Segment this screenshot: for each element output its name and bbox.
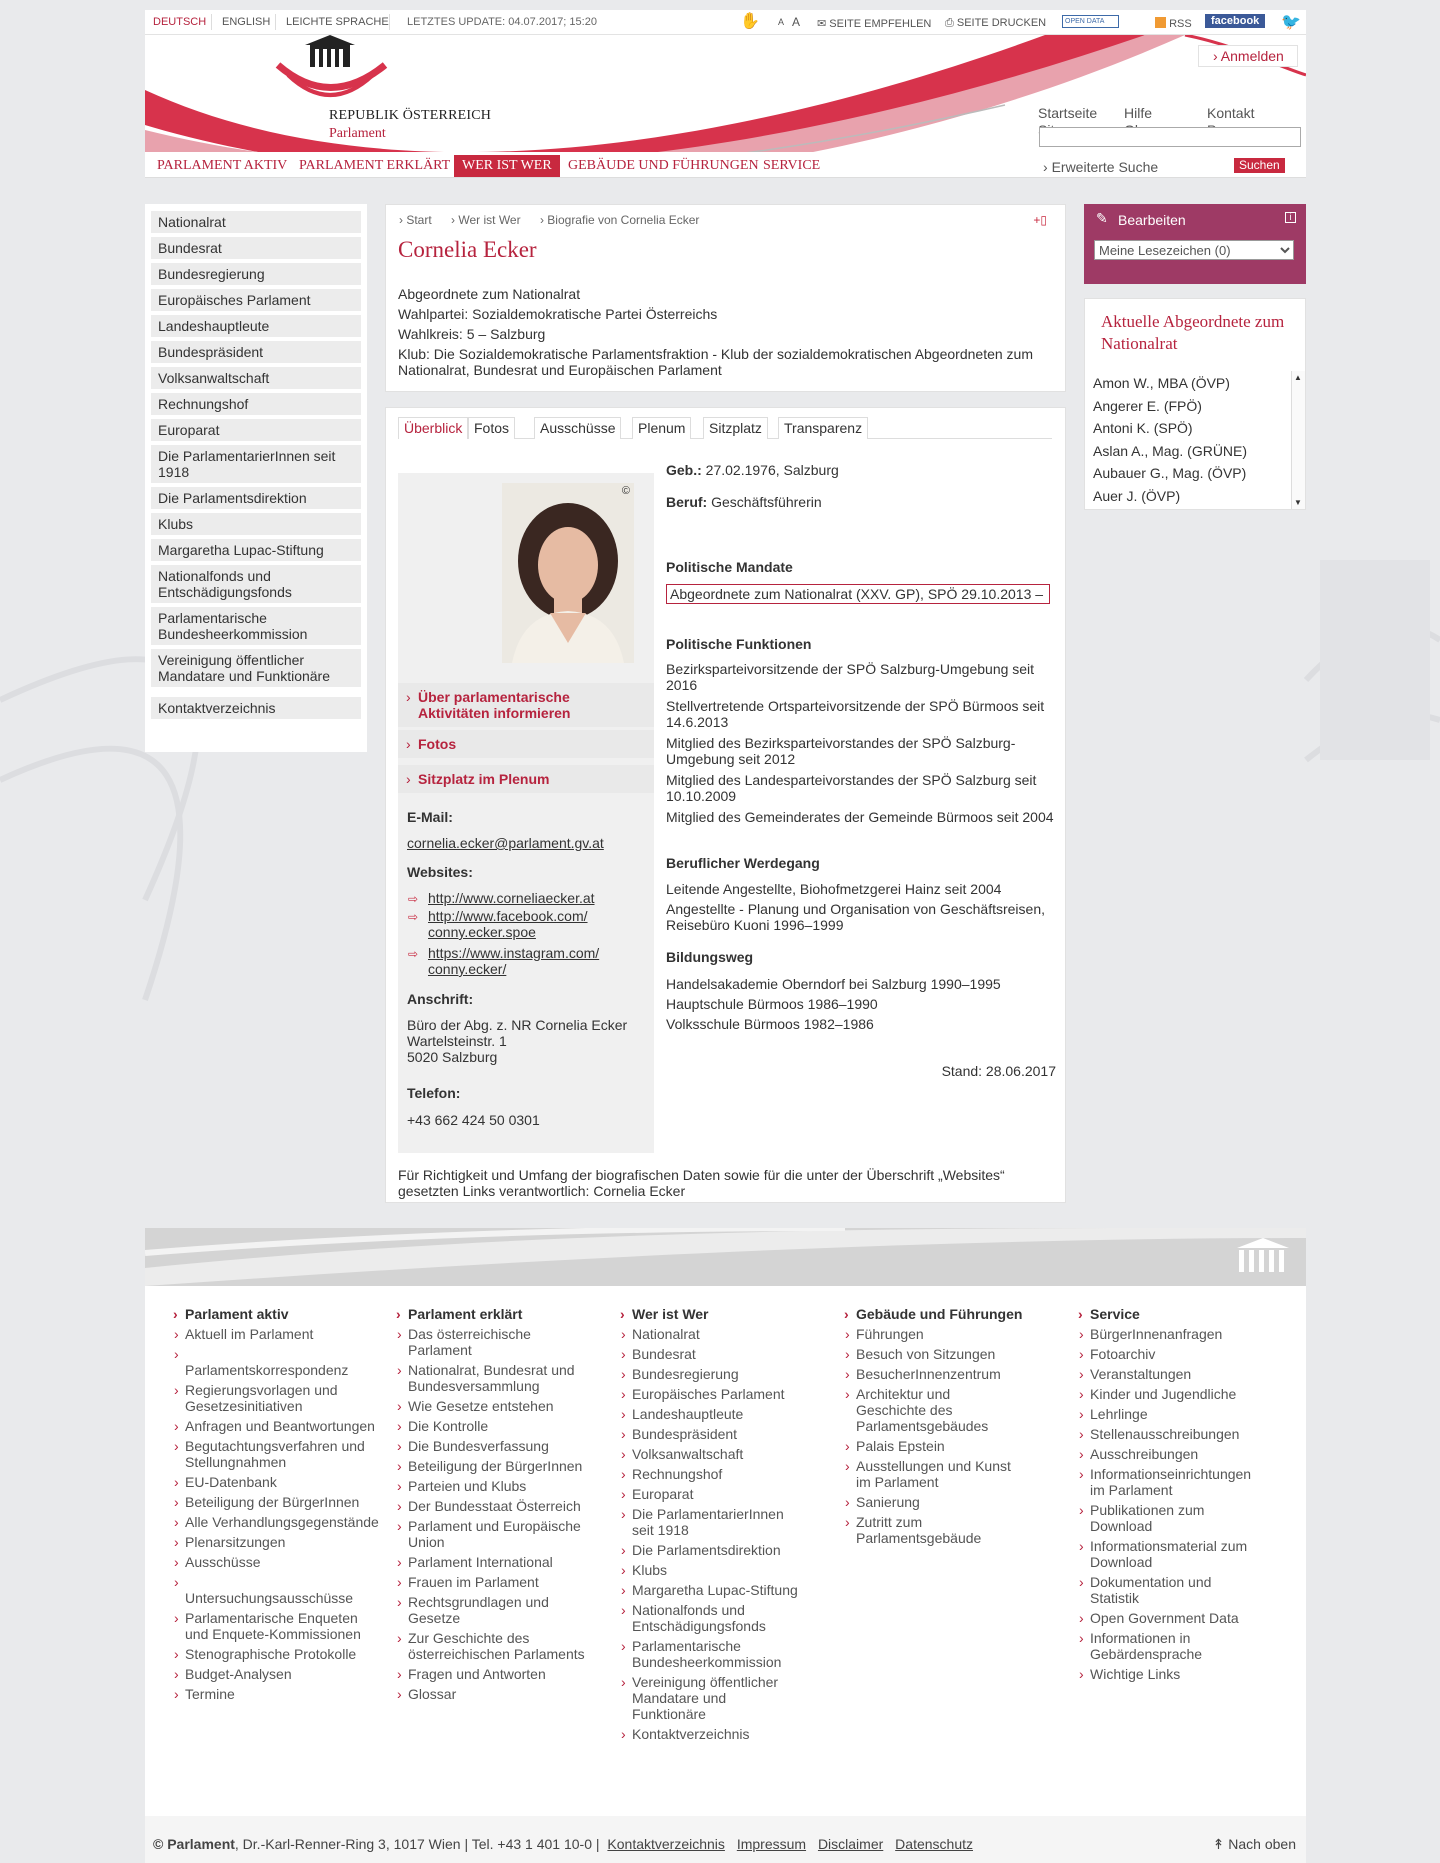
website-link[interactable]: http://www.corneliaecker.at	[428, 890, 595, 906]
chevron-right-icon: ›	[406, 736, 411, 752]
facebook-link[interactable]: facebook	[1205, 14, 1265, 28]
bookmark-add-icon[interactable]: +▯	[1033, 213, 1047, 227]
footer-link[interactable]: › Stellenausschreibungen	[1078, 1426, 1268, 1442]
function-item: Mitglied des Landesparteivorstandes der SPÖ Salzburg seit 10.10.2009	[666, 772, 1037, 804]
phone-number: +43 662 424 50 0301	[407, 1112, 540, 1128]
footer-link[interactable]: › Führungen	[844, 1326, 1034, 1342]
breadcrumb-start[interactable]: › Start	[399, 213, 432, 227]
footer-link[interactable]: › Informationsmaterial zum Download	[1078, 1538, 1248, 1570]
person-district: Wahlkreis: 5 – Salzburg	[398, 326, 546, 342]
education-item: Volksschule Bürmoos 1982–1986	[666, 1016, 874, 1032]
footer-heading[interactable]: › Parlament erklärt	[396, 1306, 586, 1322]
footer-link[interactable]: › Nationalrat, Bundesrat und Bundesversammlung	[396, 1362, 586, 1394]
pencil-icon: ✎	[1096, 210, 1108, 226]
footer-link[interactable]: › Dokumentation und Statistik	[1078, 1574, 1228, 1606]
career-item: Angestellte - Planung und Organisation von Geschäftsreisen, Reisebüro Kuoni 1996–1999	[666, 901, 1046, 933]
footer-link[interactable]: › Nationalfonds und Entschädigungsfonds	[620, 1602, 800, 1634]
footer-link[interactable]: › Wichtige Links	[1078, 1666, 1268, 1682]
footer-heading[interactable]: › Service	[1078, 1306, 1268, 1322]
footer-link[interactable]: › Regierungsvorlagen und Gesetzesinitiativen	[173, 1382, 383, 1414]
footer-link[interactable]: › Bundesregierung	[620, 1366, 800, 1382]
utility-bar	[145, 10, 1306, 35]
sidebar-item[interactable]: Bundespräsident	[151, 341, 361, 363]
footer-link[interactable]: › Rechtsgrundlagen und Gesetze	[396, 1594, 586, 1626]
nav-service[interactable]: SERVICE	[763, 158, 821, 173]
footer-link[interactable]: › Begutachtungsverfahren und Stellungnahmen	[173, 1438, 383, 1470]
footer-link[interactable]: › Ausstellungen und Kunst im Parlament	[844, 1458, 1024, 1490]
edit-panel	[1084, 204, 1306, 284]
footer-link[interactable]: › Parlament International	[396, 1554, 586, 1570]
function-item: Mitglied des Gemeinderates der Gemeinde Bürmoos seit 2004	[666, 809, 1054, 825]
link-fotos[interactable]: › Fotos	[398, 730, 654, 758]
footer-link[interactable]: › BürgerInnenanfragen	[1078, 1326, 1268, 1342]
copyright-icon[interactable]: ©	[621, 485, 630, 497]
website-link[interactable]: https://www.instagram.com/ conny.ecker/	[428, 945, 600, 977]
chevron-right-icon: ›	[406, 689, 411, 705]
footer-col-gebaeude	[844, 1306, 1034, 1550]
sidebar-item[interactable]: Parlamentarische Bundesheerkommission	[151, 607, 361, 645]
footer-link[interactable]: › Parlamentarische Bundesheerkommission	[620, 1638, 800, 1670]
footer-link[interactable]: › Beteiligung der BürgerInnen	[396, 1458, 586, 1474]
footer-link[interactable]: › Frauen im Parlament	[396, 1574, 586, 1590]
print-icon: ⎙	[945, 17, 957, 29]
sidebar-item[interactable]: Bundesregierung	[151, 263, 361, 285]
link-hilfe[interactable]: Hilfe	[1124, 105, 1153, 121]
lang-leichte-sprache[interactable]: LEICHTE SPRACHE	[286, 16, 389, 28]
footer-link[interactable]: › Die Bundesverfassung	[396, 1438, 586, 1454]
edit-title[interactable]: Bearbeiten	[1118, 212, 1186, 228]
footer-link-disclaimer[interactable]: Disclaimer	[817, 1836, 884, 1852]
footer-link[interactable]: › Kontaktverzeichnis	[620, 1726, 800, 1742]
footer-link[interactable]: › Plenarsitzungen	[173, 1534, 383, 1550]
footer-heading[interactable]: › Parlament aktiv	[173, 1306, 383, 1322]
footer-link[interactable]: › Landeshauptleute	[620, 1406, 800, 1422]
login-button[interactable]: › Anmelden	[1198, 45, 1298, 67]
parliament-logo-icon	[278, 35, 385, 95]
footer-address	[153, 1836, 973, 1852]
footer-link[interactable]: › Das österreichische Parlament	[396, 1326, 586, 1358]
footer-link[interactable]: › Veranstaltungen	[1078, 1366, 1268, 1382]
recommend-link[interactable]: ✉ SEITE EMPFEHLEN	[817, 18, 932, 30]
sidebar-item[interactable]: Die ParlamentarierInnen seit 1918	[151, 445, 361, 483]
career-item: Leitende Angestellte, Biohofmetzgerei Hainz seit 2004	[666, 881, 1002, 897]
education-item: Handelsakademie Oberndorf bei Salzburg 1990–1995	[666, 976, 1001, 992]
current-members-title: Aktuelle Abgeordnete zum Nationalrat	[1101, 312, 1285, 353]
footer-link[interactable]: › Bundesrat	[620, 1346, 800, 1362]
mandates-heading: Politische Mandate	[666, 559, 793, 575]
footer-swoosh-graphic	[145, 1228, 1306, 1286]
external-link-icon: ⇨	[408, 910, 419, 924]
footer-link[interactable]: › Alle Verhandlungsgegenstände	[173, 1514, 383, 1530]
footer-copyright: © Parlament	[153, 1836, 235, 1852]
footer-link[interactable]: › Architektur und Geschichte des Parlamentsgebäudes	[844, 1386, 974, 1434]
profile-tabs	[398, 417, 1052, 439]
font-small-button[interactable]: A	[778, 17, 785, 27]
logo-line-parlament: Parlament	[329, 126, 386, 141]
footer-link[interactable]: › Glossar	[396, 1686, 586, 1702]
rss-icon	[1155, 17, 1166, 28]
tab-sitzplatz[interactable]: Sitzplatz	[703, 417, 768, 439]
list-item[interactable]: Antoni K. (SPÖ)	[1093, 420, 1193, 436]
functions-heading: Politische Funktionen	[666, 636, 812, 652]
function-item: Mitglied des Bezirksparteivorstandes der SPÖ Salzburg-Umgebung seit 2012	[666, 735, 1016, 767]
bookmarks-select[interactable]	[1094, 240, 1294, 260]
list-scrollbar[interactable]	[1291, 371, 1305, 509]
footer-link[interactable]: › Termine	[173, 1686, 383, 1702]
current-members-panel	[1084, 298, 1306, 510]
list-item[interactable]: Angerer E. (FPÖ)	[1093, 397, 1202, 414]
list-item[interactable]: Aslan A., Mag. (GRÜNE)	[1093, 442, 1248, 459]
footer-link-impressum[interactable]: Impressum	[736, 1836, 807, 1852]
sidebar-item[interactable]: Europarat	[151, 419, 361, 441]
footer-heading[interactable]: › Gebäude und Führungen	[844, 1306, 1034, 1322]
footer-link[interactable]: › Informationseinrichtungen im Parlament	[1078, 1466, 1268, 1498]
websites-label: Websites:	[407, 864, 473, 880]
footer-link-kontaktverzeichnis[interactable]: Kontaktverzeichnis	[607, 1836, 725, 1852]
mandate-box: Abgeordnete zum Nationalrat (XXV. GP), SPÖ 29.10.2013 –	[666, 584, 1050, 604]
back-to-top-link[interactable]: ↟ Nach oben	[1212, 1836, 1296, 1852]
nav-parlament-aktiv[interactable]: PARLAMENT AKTIV	[157, 158, 288, 173]
footer-link[interactable]: › Die Parlamentsdirektion	[620, 1542, 800, 1558]
sidebar-item[interactable]: Rechnungshof	[151, 393, 361, 415]
lang-deutsch[interactable]: DEUTSCH	[153, 16, 207, 28]
footer-link[interactable]: › Margaretha Lupac-Stiftung	[620, 1582, 800, 1598]
job-value: Geschäftsführerin	[711, 494, 822, 510]
tab-fotos[interactable]: Fotos	[468, 417, 515, 439]
footer-link[interactable]: › Zur Geschichte des österreichischen Parlaments	[396, 1630, 586, 1662]
footer-link[interactable]: › Ausschüsse	[173, 1554, 383, 1570]
tab-ausschuesse[interactable]: Ausschüsse	[534, 417, 621, 439]
footer-link[interactable]: › Besuch von Sitzungen	[844, 1346, 1034, 1362]
phone-label: Telefon:	[407, 1085, 461, 1101]
link-kontakt[interactable]: Kontakt	[1207, 105, 1255, 121]
footer-link[interactable]: › Beteiligung der BürgerInnen	[173, 1494, 383, 1510]
tab-plenum[interactable]: Plenum	[632, 417, 691, 439]
education-item: Hauptschule Bürmoos 1986–1990	[666, 996, 878, 1012]
arrow-up-icon: ↟	[1212, 1836, 1229, 1852]
search-input[interactable]	[1039, 127, 1301, 147]
footer-link[interactable]: › Nationalrat	[620, 1326, 800, 1342]
info-icon[interactable]: i	[1285, 212, 1296, 223]
footer-link[interactable]: › Stenographische Protokolle	[173, 1646, 383, 1662]
footer-link[interactable]: › Volksanwaltschaft	[620, 1446, 800, 1462]
footer-bottom-bar	[145, 1816, 1306, 1863]
footer-link[interactable]: › Lehrlinge	[1078, 1406, 1268, 1422]
external-link-icon: ⇨	[408, 947, 419, 961]
page-title: Cornelia Ecker	[398, 237, 537, 262]
left-sidebar	[145, 204, 367, 752]
font-large-button[interactable]: A	[792, 15, 801, 29]
logo-line-republik: REPUBLIK ÖSTERREICH	[329, 108, 492, 123]
sidebar-item[interactable]: Nationalfonds und Entschädigungsfonds	[151, 565, 361, 603]
advanced-search-link[interactable]: › Erweiterte Suche	[1043, 159, 1159, 175]
status-date: Stand: 28.06.2017	[941, 1063, 1056, 1079]
search-button[interactable]: Suchen	[1234, 158, 1285, 173]
footer-link[interactable]: › Aktuell im Parlament	[173, 1326, 383, 1342]
footer-link[interactable]: › Untersuchungsausschüsse	[173, 1574, 383, 1606]
list-item[interactable]: Auer J. (ÖVP)	[1093, 487, 1181, 504]
footer-link[interactable]: › Kinder und Jugendliche	[1078, 1386, 1268, 1402]
person-party: Wahlpartei: Sozialdemokratische Partei Österreichs	[398, 306, 718, 322]
footer	[145, 1286, 1306, 1816]
address-text: Büro der Abg. z. NR Cornelia Ecker Wartelsteinstr. 1 5020 Salzburg	[407, 1017, 628, 1065]
breadcrumb-current: › Biografie von Cornelia Ecker	[539, 213, 700, 227]
footer-link[interactable]: › Ausschreibungen	[1078, 1446, 1268, 1462]
footer-banner	[145, 1228, 1306, 1286]
footer-link[interactable]: › Die Kontrolle	[396, 1418, 586, 1434]
footer-link[interactable]: › Sanierung	[844, 1494, 1034, 1510]
chevron-right-icon: ›	[406, 771, 411, 787]
nav-gebaeude[interactable]: GEBÄUDE UND FÜHRUNGEN	[568, 158, 759, 173]
footer-link[interactable]: › Parteien und Klubs	[396, 1478, 586, 1494]
footer-link[interactable]: › Rechnungshof	[620, 1466, 800, 1482]
sidebar-item[interactable]: Vereinigung öffentlicher Mandatare und Funktionäre	[151, 649, 361, 687]
footer-link[interactable]: › Zutritt zum Parlamentsgebäude	[844, 1514, 984, 1546]
link-sitzplatz[interactable]: › Sitzplatz im Plenum	[398, 765, 654, 793]
tab-ueberblick[interactable]: Überblick	[398, 417, 468, 439]
footer-link[interactable]: › Fragen und Antworten	[396, 1666, 586, 1682]
footer-link[interactable]: › Europäisches Parlament	[620, 1386, 800, 1402]
scroll-down-icon[interactable]: ▼	[1294, 498, 1302, 507]
list-item[interactable]: Amon W., MBA (ÖVP)	[1093, 375, 1230, 391]
footer-link[interactable]: › Parlament und Europäische Union	[396, 1518, 586, 1550]
footer-link[interactable]: › Publikationen zum Download	[1078, 1502, 1218, 1534]
footer-link[interactable]: › Bundespräsident	[620, 1426, 800, 1442]
person-club: Klub: Die Sozialdemokratische Parlamentsfraktion - Klub der sozialdemokratischen Abgeordneten zum Nationalrat, Bundesrat und Europäischen Parlament	[398, 346, 1033, 378]
footer-link[interactable]: › Informationen in Gebärdensprache	[1078, 1630, 1218, 1662]
footer-link[interactable]: › BesucherInnenzentrum	[844, 1366, 1034, 1382]
profile-left-column	[398, 473, 654, 1153]
footer-link[interactable]: › Palais Epstein	[844, 1438, 1034, 1454]
footer-link[interactable]: › Europarat	[620, 1486, 800, 1502]
sidebar-item[interactable]: Margaretha Lupac-Stiftung	[151, 539, 361, 561]
chevron-right-icon: ›	[1043, 159, 1052, 175]
email-label: E-Mail:	[407, 809, 453, 825]
mail-icon: ✉	[817, 18, 830, 30]
person-role: Abgeordnete zum Nationalrat	[398, 286, 581, 302]
education-heading: Bildungsweg	[666, 949, 754, 965]
footer-link[interactable]: › Anfragen und Beantwortungen	[173, 1418, 383, 1434]
sidebar-item[interactable]: Nationalrat	[151, 211, 361, 233]
footer-link[interactable]: › Budget-Analysen	[173, 1666, 383, 1682]
lang-english[interactable]: ENGLISH	[222, 16, 271, 28]
nav-parlament-erklaert[interactable]: PARLAMENT ERKLÄRT	[299, 158, 451, 173]
born-value: 27.02.1976, Salzburg	[705, 462, 839, 478]
current-members-list	[1093, 372, 1247, 507]
last-update: LETZTES UPDATE: 04.07.2017; 15:20	[407, 16, 597, 28]
sidebar-item[interactable]: Die Parlamentsdirektion	[151, 487, 361, 509]
chevron-right-icon: ›	[1213, 48, 1221, 64]
email-link[interactable]: cornelia.ecker@parlament.gv.at	[407, 835, 604, 851]
function-item: Bezirksparteivorsitzende der SPÖ Salzburg-Umgebung seit 2016	[666, 661, 1035, 693]
footer-link[interactable]: › Parlamentarische Enqueten und Enquete-Kommissionen	[173, 1610, 383, 1642]
sidebar-item[interactable]: Klubs	[151, 513, 361, 535]
external-link-icon: ⇨	[408, 892, 419, 906]
footer-col-erklaert	[396, 1306, 586, 1706]
logo-text[interactable]	[329, 108, 491, 142]
footer-col-wer-ist-wer	[620, 1306, 800, 1746]
footer-link[interactable]: › Klubs	[620, 1562, 800, 1578]
sign-language-icon[interactable]: ✋	[740, 13, 760, 30]
tab-transparenz[interactable]: Transparenz	[778, 417, 868, 439]
link-startseite[interactable]: Startseite	[1038, 105, 1098, 121]
scroll-up-icon[interactable]: ▲	[1294, 373, 1302, 382]
footer-link[interactable]: › Wie Gesetze entstehen	[396, 1398, 586, 1414]
footer-link[interactable]: › Vereinigung öffentlicher Mandatare und Funktionäre	[620, 1674, 800, 1722]
print-link[interactable]: ⎙ SEITE DRUCKEN	[945, 17, 1047, 29]
footer-link[interactable]: › Fotoarchiv	[1078, 1346, 1268, 1362]
sidebar-item[interactable]: Kontaktverzeichnis	[151, 697, 361, 719]
portrait-image	[502, 483, 634, 663]
profile-header-card	[385, 204, 1066, 392]
career-heading: Beruflicher Werdegang	[666, 855, 820, 871]
portrait-photo[interactable]	[502, 483, 634, 663]
open-data-badge[interactable]: OPEN DATA	[1062, 15, 1119, 28]
breadcrumb	[399, 213, 715, 227]
footer-heading[interactable]: › Wer ist Wer	[620, 1306, 800, 1322]
sidebar-item[interactable]: Volksanwaltschaft	[151, 367, 361, 389]
function-item: Stellvertretende Ortsparteivorsitzende der SPÖ Bürmoos seit 14.6.2013	[666, 698, 1045, 730]
footer-link[interactable]: › Der Bundesstaat Österreich	[396, 1498, 586, 1514]
footer-link[interactable]: › Die ParlamentarierInnen seit 1918	[620, 1506, 800, 1538]
sidebar-item[interactable]: Landeshauptleute	[151, 315, 361, 337]
footer-link[interactable]: › EU-Datenbank	[173, 1474, 383, 1490]
disclaimer-text: Für Richtigkeit und Umfang der biografischen Daten sowie für die unter der Überschrift „Websites“ gesetzten Links verantwortlich: Cornelia Ecker	[398, 1167, 1005, 1199]
footer-col-service	[1078, 1306, 1268, 1686]
footer-address-text: , Dr.-Karl-Renner-Ring 3, 1017 Wien | Tel. +43 1 401 10-0 |	[234, 1836, 600, 1852]
link-aktivitaeten[interactable]: › Über parlamentarische Aktivitäten informieren	[398, 683, 654, 727]
footer-link[interactable]: › Open Government Data	[1078, 1610, 1268, 1626]
twitter-icon[interactable]: 🐦	[1281, 14, 1301, 31]
list-item[interactable]: Aubauer G., Mag. (ÖVP)	[1093, 465, 1247, 481]
sidebar-item[interactable]: Bundesrat	[151, 237, 361, 259]
website-link[interactable]: http://www.facebook.com/ conny.ecker.spoe	[428, 908, 588, 940]
footer-col-aktiv	[173, 1306, 383, 1706]
breadcrumb-wer-ist-wer[interactable]: › Wer ist Wer	[451, 213, 521, 227]
nav-wer-ist-wer[interactable]: WER IST WER	[454, 155, 560, 177]
rss-link[interactable]: RSS	[1155, 17, 1192, 30]
sidebar-item[interactable]: Europäisches Parlament	[151, 289, 361, 311]
job-label: Beruf:	[666, 494, 708, 510]
footer-link[interactable]: › Parlamentskorrespondenz	[173, 1346, 383, 1378]
born-label: Geb.:	[666, 462, 702, 478]
profile-detail-card	[385, 407, 1066, 1203]
person-info	[398, 286, 1058, 382]
footer-link-datenschutz[interactable]: Datenschutz	[895, 1836, 973, 1852]
address-label: Anschrift:	[407, 991, 474, 1007]
